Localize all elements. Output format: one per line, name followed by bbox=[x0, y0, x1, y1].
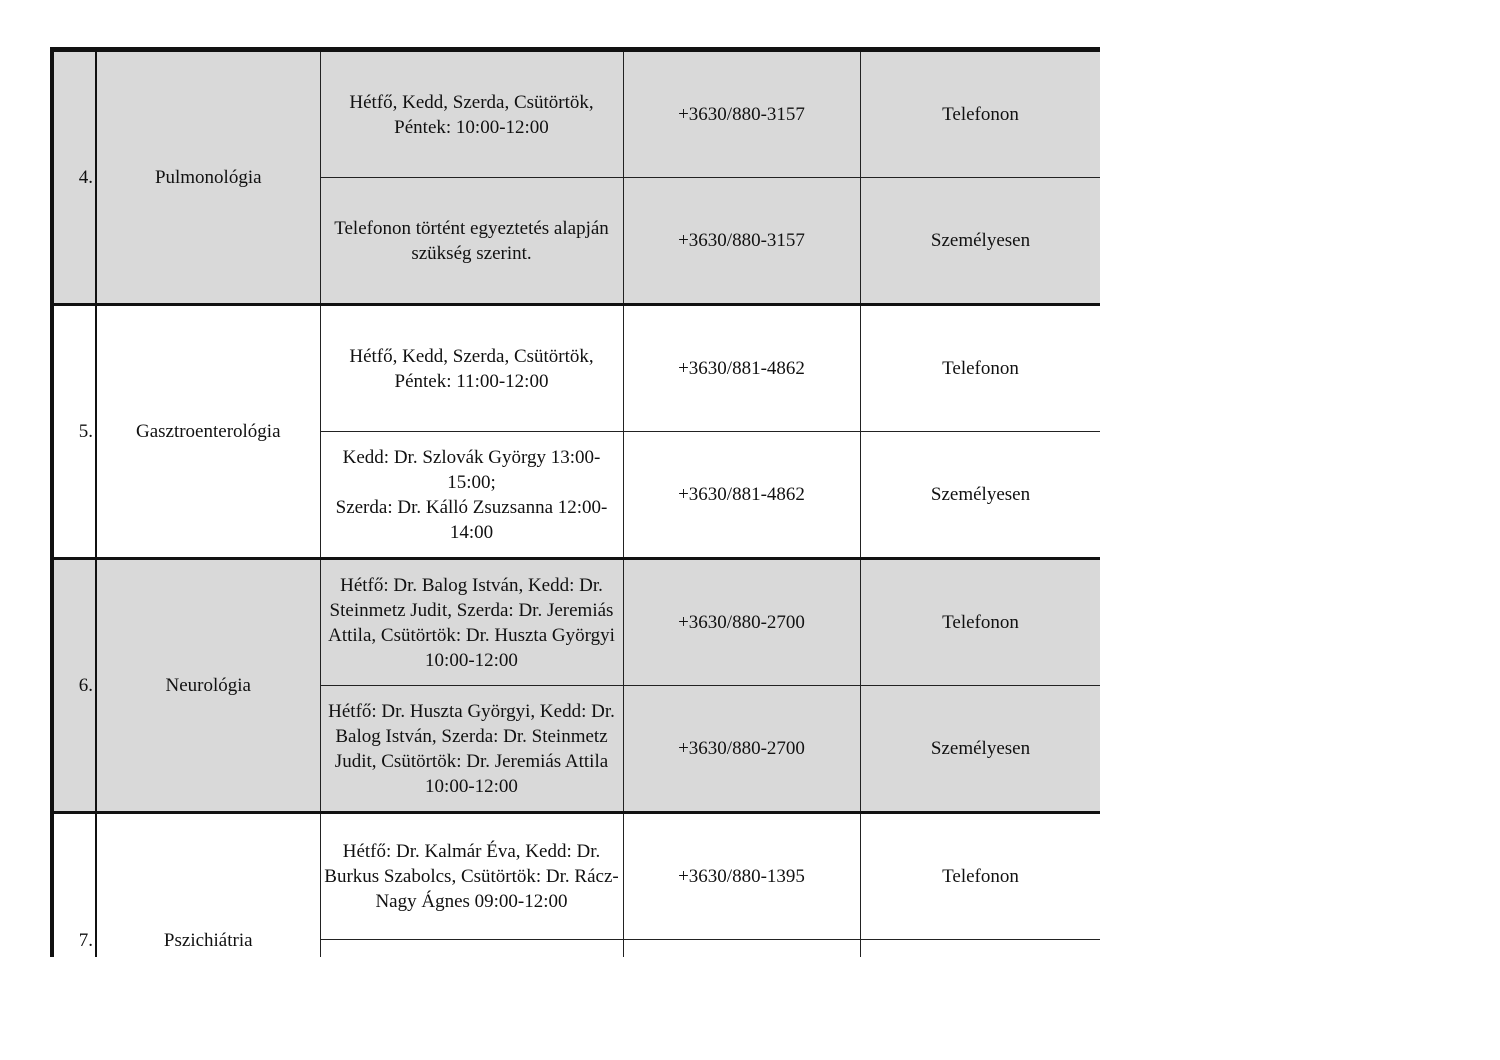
time-cell: Hétfő: Dr. Kalmár Éva, Kedd: Dr. Burkus Szabolcs, Csütörtök: Dr. Rácz-Nagy Ágnes 09:00-12:00 bbox=[320, 813, 623, 940]
time-cell: Kedd: Dr. Szlovák György 13:00-15:00; Szerda: Dr. Kálló Zsuzsanna 12:00-14:00 bbox=[320, 432, 623, 559]
mode-cell: Telefonon bbox=[860, 51, 1100, 178]
specialty-cell: Neurológia bbox=[96, 559, 320, 813]
phone-cell: +3630/880-2700 bbox=[623, 686, 860, 813]
mode-cell: Személyesen bbox=[860, 686, 1100, 813]
schedule-table bbox=[50, 49, 1100, 957]
time-cell: Hétfő: Dr. Balog István, Kedd: Dr. Steinmetz Judit, Szerda: Dr. Jeremiás Attila, Csütörtök: Dr. Huszta Györgyi 10:00-12:00 bbox=[320, 559, 623, 686]
schedule-table-page bbox=[50, 49, 1100, 957]
row-number-cell: 6. bbox=[52, 559, 96, 813]
time-cell: Hétfő: Dr. Huszta Györgyi, Kedd: Dr. Balog István, Szerda: Dr. Steinmetz Judit, Csütörtök: Dr. Jeremiás Attila 10:00-12:00 bbox=[320, 686, 623, 813]
row-number-cell: 5. bbox=[52, 305, 96, 559]
phone-cell: +3630/881-4862 bbox=[623, 305, 860, 432]
mode-cell bbox=[860, 940, 1100, 958]
mode-cell: Telefonon bbox=[860, 813, 1100, 940]
phone-cell: +3630/880-3157 bbox=[623, 51, 860, 178]
phone-cell: +3630/881-4862 bbox=[623, 432, 860, 559]
specialty-cell: Pulmonológia bbox=[96, 51, 320, 305]
phone-cell: +3630/880-1395 bbox=[623, 813, 860, 940]
mode-cell: Telefonon bbox=[860, 559, 1100, 686]
time-cell: Hétfő, Kedd, Szerda, Csütörtök, Péntek: 11:00-12:00 bbox=[320, 305, 623, 432]
table-row bbox=[52, 559, 1100, 686]
phone-cell bbox=[623, 940, 860, 958]
phone-cell: +3630/880-2700 bbox=[623, 559, 860, 686]
specialty-cell: Gasztroenterológia bbox=[96, 305, 320, 559]
table-row bbox=[52, 51, 1100, 178]
mode-cell: Személyesen bbox=[860, 432, 1100, 559]
table-row bbox=[52, 305, 1100, 432]
mode-cell: Személyesen bbox=[860, 178, 1100, 305]
phone-cell: +3630/880-3157 bbox=[623, 178, 860, 305]
time-cell: Telefonon történt egyeztetés alapján szükség szerint. bbox=[320, 178, 623, 305]
table-row bbox=[52, 813, 1100, 940]
row-number-cell: 7. bbox=[52, 813, 96, 958]
row-number-cell: 4. bbox=[52, 51, 96, 305]
time-cell: Hétfő, Kedd, Szerda, Csütörtök, Péntek: 10:00-12:00 bbox=[320, 51, 623, 178]
specialty-cell: Pszichiátria bbox=[96, 813, 320, 958]
mode-cell: Telefonon bbox=[860, 305, 1100, 432]
time-cell bbox=[320, 940, 623, 958]
